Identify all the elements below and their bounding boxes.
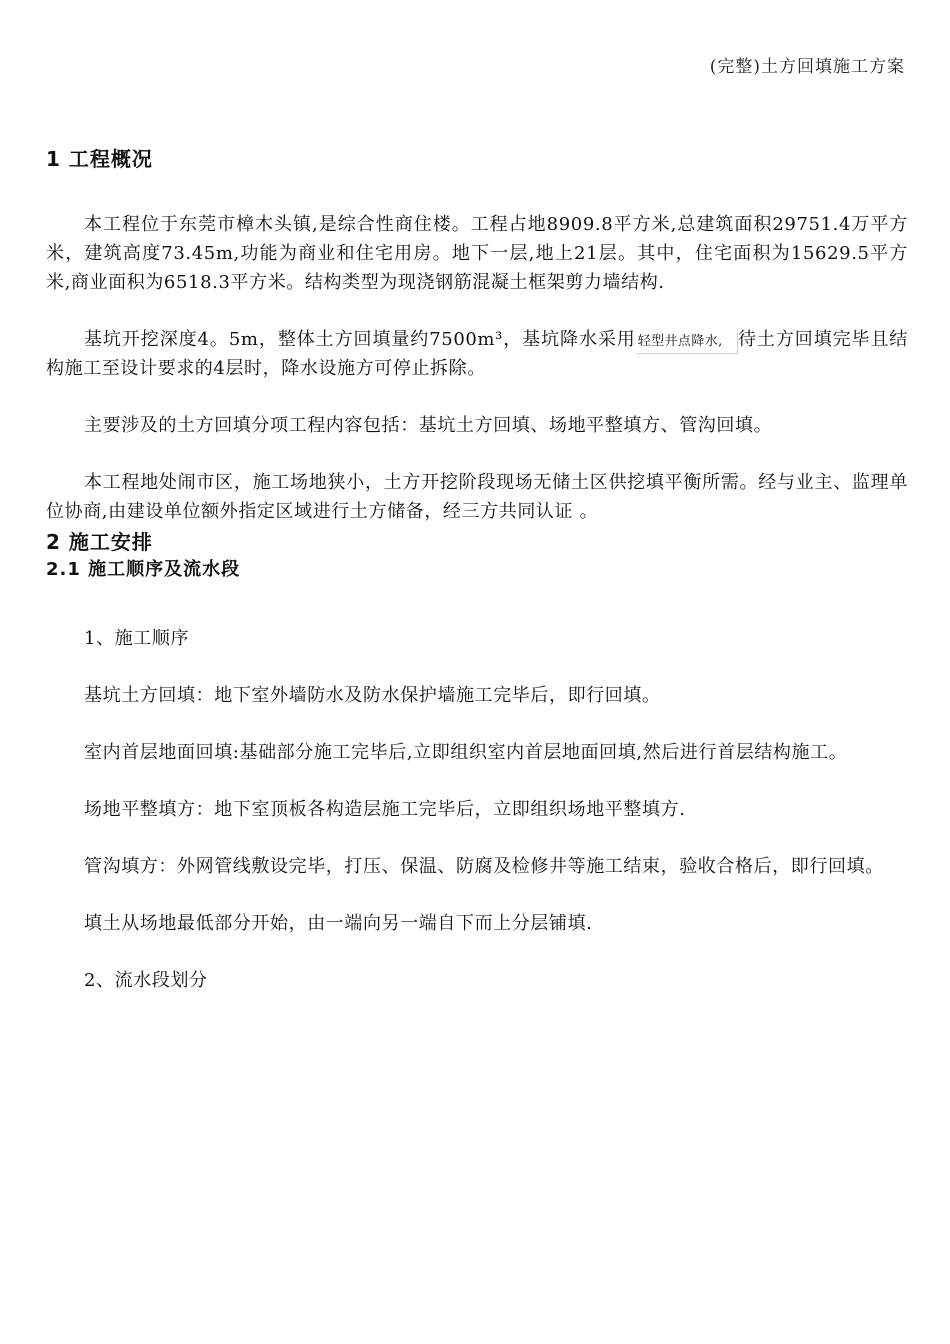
dewatering-method-field: 轻型井点降水,: [636, 333, 738, 354]
paragraph-ground-floor-backfill: 室内首层地面回填:基础部分施工完毕后,立即组织室内首层地面回填,然后进行首层结构施工。: [84, 742, 848, 763]
subsection-heading-2-1: 2.1 施工顺序及流水段: [46, 559, 241, 580]
document-body: [46, 143, 908, 995]
excavation-text-start: 基坑开挖深度4。5m，整体土方回填量约7500m³，基坑降水采用: [84, 329, 636, 350]
paragraph-project-overview: 本工程位于东莞市樟木头镇,是综合性商住楼。工程占地8909.8平方米,总建筑面积29751.4万平方米，建筑高度73.45m,功能为商业和住宅用房。地下一层,地上21层。其中，住宅面积为15629.5平方米,商业面积为6518.3平方米。结构类型为现浇钢筋混凝土框架剪力墙结构.: [46, 214, 908, 293]
paragraph-site-leveling: 场地平整填方：地下室顶板各构造层施工完毕后，立即组织场地平整填方.: [84, 799, 686, 820]
paragraph-fill-order: 填土从场地最低部分开始，由一端向另一端自下而上分层铺填.: [84, 913, 593, 934]
list-item-construction-sequence: 1、施工顺序: [84, 628, 190, 649]
list-item-flow-sections: 2、流水段划分: [84, 970, 208, 991]
running-header: (完整)土方回填施工方案: [709, 57, 905, 77]
paragraph-site-conditions: 本工程地处闹市区，施工场地狭小，土方开挖阶段现场无储土区供挖填平衡所需。经与业主、监理单位协商,由建设单位额外指定区域进行土方储备，经三方共同认证 。: [46, 472, 908, 522]
paragraph-excavation: [46, 325, 908, 383]
paragraph-scope: 主要涉及的土方回填分项工程内容包括：基坑土方回填、场地平整填方、管沟回填。: [84, 415, 773, 436]
paragraph-trench-fill: 管沟填方：外网管线敷设完毕，打压、保温、防腐及检修井等施工结束，验收合格后，即行回填。: [84, 856, 884, 877]
section-heading-2: 2 施工安排: [46, 530, 153, 554]
paragraph-pit-backfill: 基坑土方回填：地下室外墙防水及防水保护墙施工完毕后，即行回填。: [84, 685, 661, 706]
excavation-text-end: 待土方回填完毕且结构施工至设计要求的4层时，降水设施方可停止拆除。: [46, 329, 909, 379]
section-heading-1: 1 工程概况: [46, 147, 153, 171]
